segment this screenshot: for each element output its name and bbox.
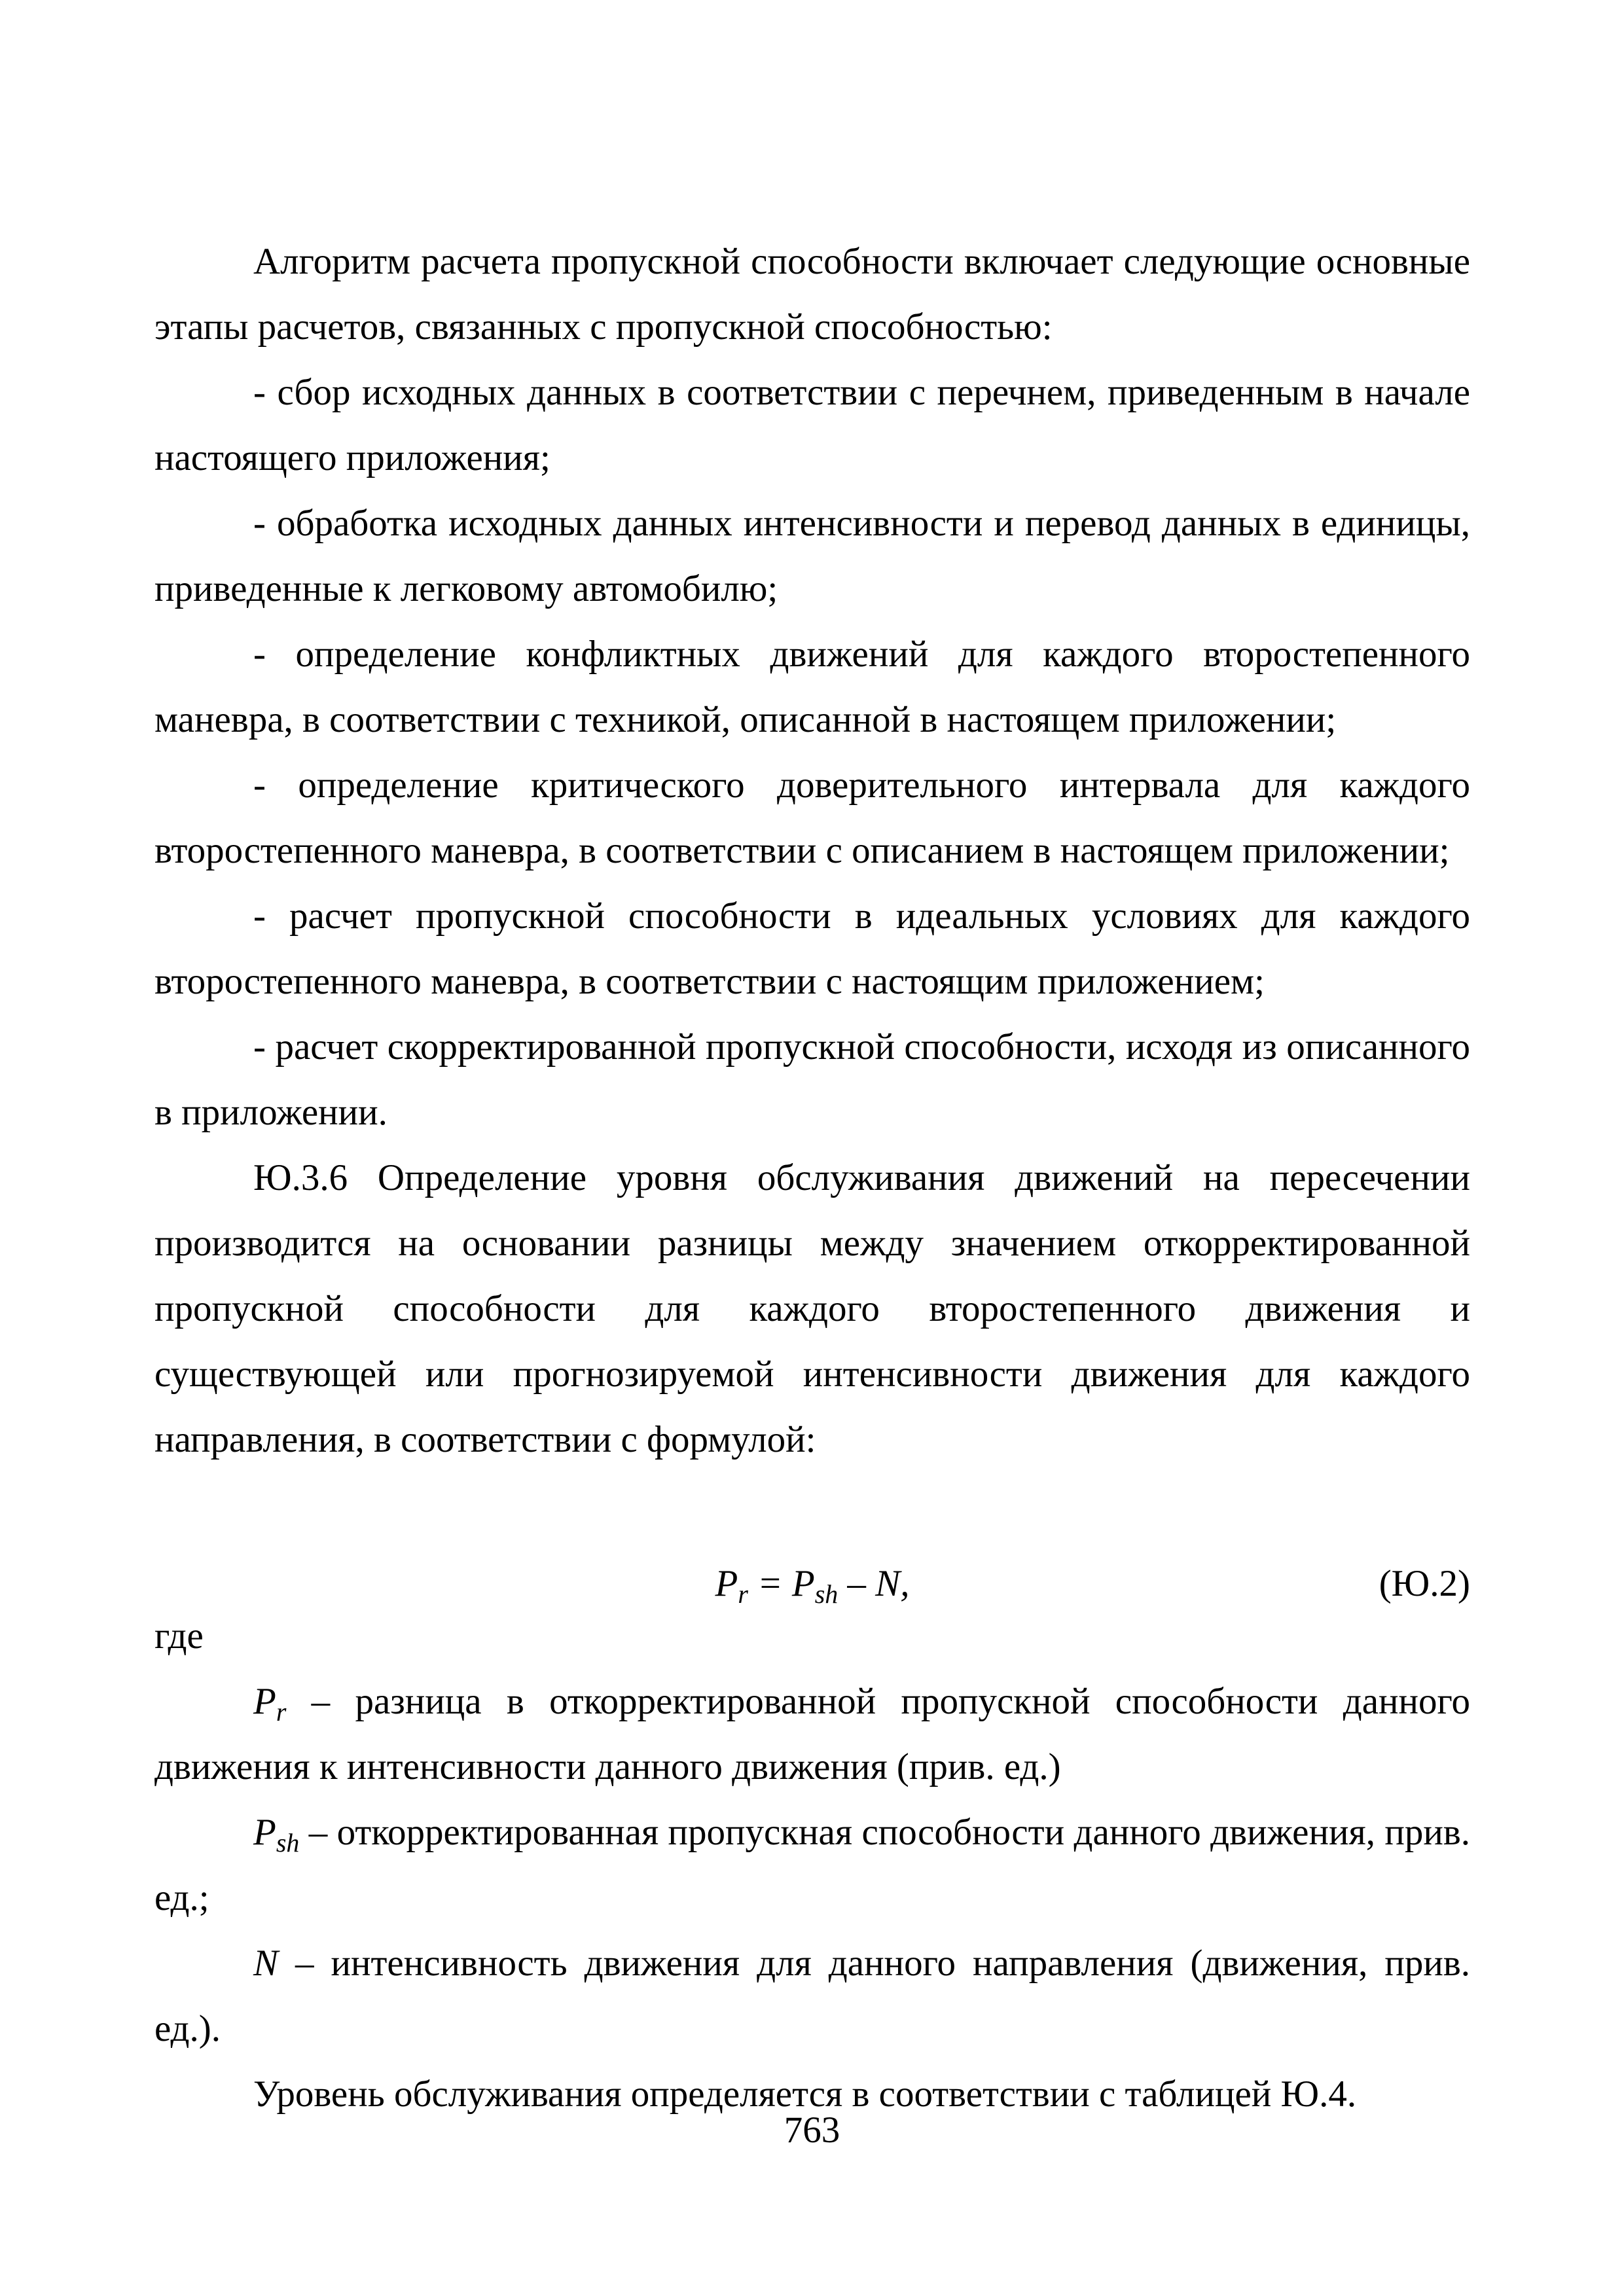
definition-n: N – интенсивность движения для данного направления (движения, прив. ед.). bbox=[154, 1943, 1470, 2049]
where-label: где bbox=[154, 1615, 204, 1657]
list-item-critical-gap: - определение критического доверительного интервала для каждого второстепенного маневра, в соответствии с описанием в настоящем приложении; bbox=[154, 764, 1470, 871]
definition-psh: $P_{sh}$ – откорректированная пропускная способности данного движения, прив. ед.; bbox=[154, 1812, 1470, 1918]
page-number: 763 bbox=[784, 2109, 840, 2151]
list-item-data-collection: - сбор исходных данных в соответствии с перечнем, приведенным в начале настоящего приложения; bbox=[154, 372, 1470, 478]
text-block-top bbox=[154, 229, 1470, 1473]
definition-pr: $P_r$ – разница в откорректированной пропускной способности данного движения к интенсивности данного движения (прив. ед.) bbox=[154, 1681, 1470, 1787]
text-block-bottom bbox=[154, 1604, 1470, 2127]
paragraph-closing: Уровень обслуживания определяется в соответствии с таблицей Ю.4. bbox=[253, 2073, 1357, 2115]
paragraph-section-3-6: Ю.3.6 Определение уровня обслуживания движений на пересечении производится на основании разницы между значением откорректированной пропускной способности для каждого второстепенного движения и существующей или прогнозируемой интенсивности движения для каждого направления, в соответствии с формулой: bbox=[154, 1157, 1470, 1460]
equation-formula: $P_r = P_{sh} - N$, bbox=[715, 1563, 910, 1609]
list-item-adjusted-capacity: - расчет скорректированной пропускной способности, исходя из описанного в приложении. bbox=[154, 1026, 1470, 1133]
equation-number: (Ю.2) bbox=[1379, 1563, 1470, 1604]
list-item-ideal-capacity: - расчет пропускной способности в идеальных условиях для каждого второстепенного маневра, в соответствии с настоящим приложением; bbox=[154, 895, 1470, 1002]
equation-row bbox=[154, 1558, 1470, 1610]
paragraph-intro: Алгоритм расчета пропускной способности включает следующие основные этапы расчетов, связанных с пропускной способностью: bbox=[154, 241, 1470, 348]
list-item-data-processing: - обработка исходных данных интенсивности и перевод данных в единицы, приведенные к легковому автомобилю; bbox=[154, 503, 1470, 609]
list-item-conflict-movements: - определение конфликтных движений для каждого второстепенного маневра, в соответствии с техникой, описанной в настоящем приложении; bbox=[154, 634, 1470, 740]
